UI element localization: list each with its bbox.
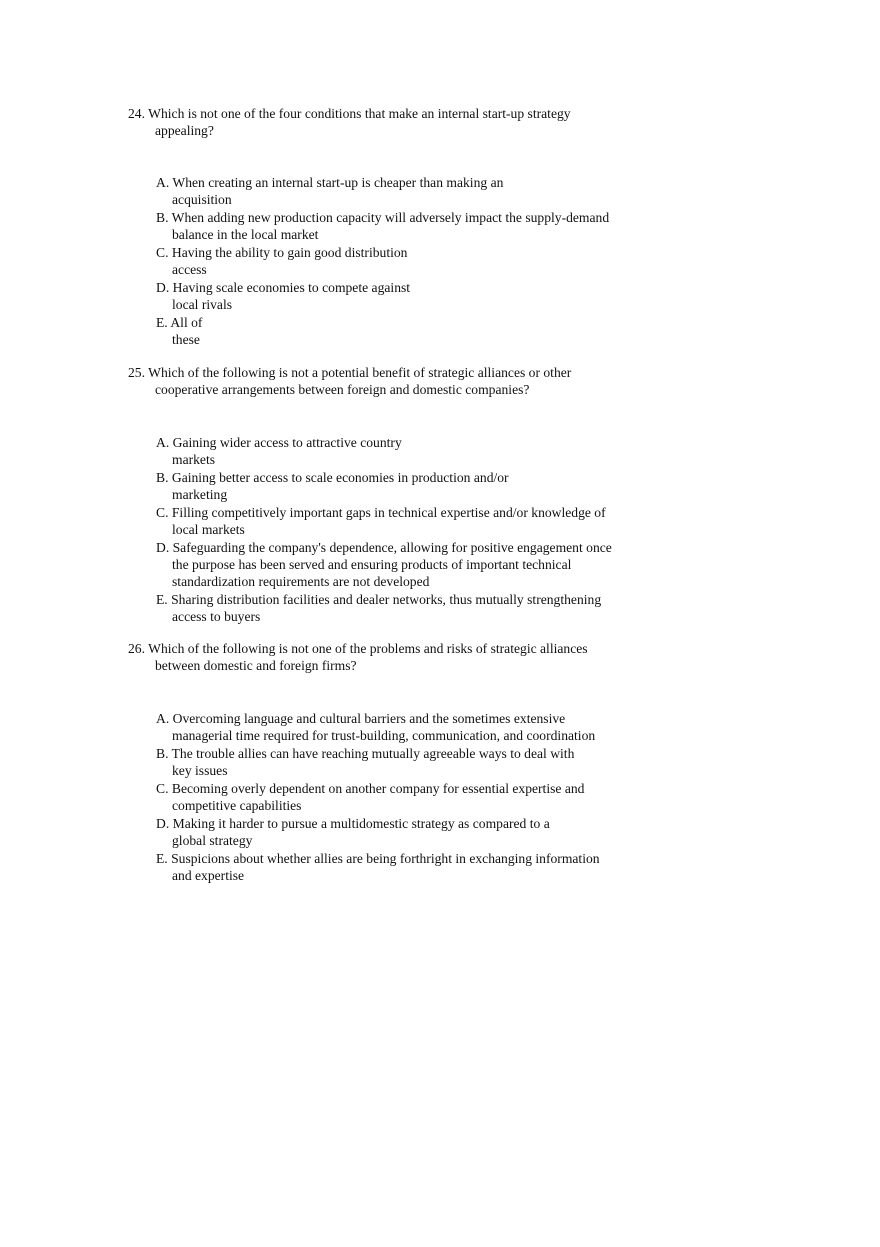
- option-text: Suspicions about whether allies are being forthright in exchanging information: [171, 851, 600, 866]
- option-text: standardization requirements are not developed: [172, 574, 430, 589]
- option-c: [156, 780, 648, 814]
- option-letter: B.: [156, 210, 169, 225]
- option-c: [156, 504, 648, 538]
- option-text: balance in the local market: [172, 227, 319, 242]
- question-26: [128, 640, 648, 885]
- option-text: Sharing distribution facilities and dealer networks, thus mutually strengthening: [171, 592, 602, 607]
- option-text: marketing: [172, 487, 228, 502]
- option-b: [156, 209, 648, 243]
- stem-line: appealing?: [155, 123, 214, 138]
- option-text: access: [172, 262, 207, 277]
- option-text: When adding new production capacity will adversely impact the supply-demand: [171, 210, 610, 225]
- option-e: [156, 850, 648, 884]
- option-text: and expertise: [172, 868, 245, 883]
- option-text: Making it harder to pursue a multidomestic strategy as compared to a: [172, 816, 550, 831]
- option-letter: A.: [156, 175, 170, 190]
- option-letter: C.: [156, 505, 169, 520]
- stem-line: Which of the following is not one of the problems and risks of strategic alliances: [148, 641, 588, 656]
- stem-line: between domestic and foreign firms?: [155, 658, 357, 673]
- option-letter: D.: [156, 280, 170, 295]
- question-stem: [128, 640, 648, 674]
- question-stem: [128, 364, 648, 398]
- option-text: Filling competitively important gaps in technical expertise and/or knowledge of: [171, 505, 606, 520]
- option-b: [156, 469, 648, 503]
- option-text: Becoming overly dependent on another company for essential expertise and: [171, 781, 585, 796]
- option-letter: D.: [156, 540, 170, 555]
- option-a: [156, 710, 648, 744]
- option-text: these: [172, 332, 200, 347]
- option-text: global strategy: [172, 833, 253, 848]
- option-text: Gaining better access to scale economies in production and/or: [171, 470, 509, 485]
- option-letter: D.: [156, 816, 170, 831]
- option-b: [156, 745, 648, 779]
- option-text: All of: [170, 315, 203, 330]
- question-number: 25.: [128, 365, 145, 380]
- option-letter: B.: [156, 746, 169, 761]
- question-24: [128, 105, 648, 349]
- option-list: [156, 174, 648, 348]
- option-a: [156, 434, 648, 468]
- option-text: The trouble allies can have reaching mutually agreeable ways to deal with: [171, 746, 575, 761]
- option-text: access to buyers: [172, 609, 261, 624]
- option-letter: E.: [156, 851, 168, 866]
- option-text: Safeguarding the company's dependence, allowing for positive engagement once: [172, 540, 612, 555]
- stem-line: Which is not one of the four conditions that make an internal start-up strategy: [148, 106, 571, 121]
- stem-line: cooperative arrangements between foreign and domestic companies?: [155, 382, 530, 397]
- question-number: 24.: [128, 106, 145, 121]
- option-text: markets: [172, 452, 216, 467]
- option-d: [156, 279, 648, 313]
- option-text: local markets: [172, 522, 245, 537]
- option-d: [156, 539, 648, 590]
- option-list: [156, 434, 648, 625]
- option-text: acquisition: [172, 192, 232, 207]
- option-letter: B.: [156, 470, 169, 485]
- option-e: [156, 314, 648, 348]
- option-text: Gaining wider access to attractive country: [172, 435, 402, 450]
- option-text: managerial time required for trust-building, communication, and coordination: [172, 728, 596, 743]
- option-text: When creating an internal start-up is cheaper than making an: [172, 175, 504, 190]
- question-25: [128, 364, 648, 626]
- option-letter: E.: [156, 592, 168, 607]
- option-text: Having the ability to gain good distribution: [171, 245, 408, 260]
- option-letter: A.: [156, 711, 170, 726]
- option-text: the purpose has been served and ensuring products of important technical: [172, 557, 572, 572]
- option-letter: A.: [156, 435, 170, 450]
- option-a: [156, 174, 648, 208]
- option-text: Having scale economies to compete against: [172, 280, 411, 295]
- option-text: Overcoming language and cultural barriers and the sometimes extensive: [172, 711, 566, 726]
- option-list: [156, 710, 648, 884]
- option-text: key issues: [172, 763, 228, 778]
- option-letter: C.: [156, 781, 169, 796]
- question-stem: [128, 105, 648, 139]
- option-text: local rivals: [172, 297, 233, 312]
- option-letter: C.: [156, 245, 169, 260]
- question-number: 26.: [128, 641, 145, 656]
- option-text: competitive capabilities: [172, 798, 302, 813]
- option-e: [156, 591, 648, 625]
- stem-line: Which of the following is not a potential benefit of strategic alliances or other: [148, 365, 572, 380]
- option-c: [156, 244, 648, 278]
- option-d: [156, 815, 648, 849]
- option-letter: E.: [156, 315, 168, 330]
